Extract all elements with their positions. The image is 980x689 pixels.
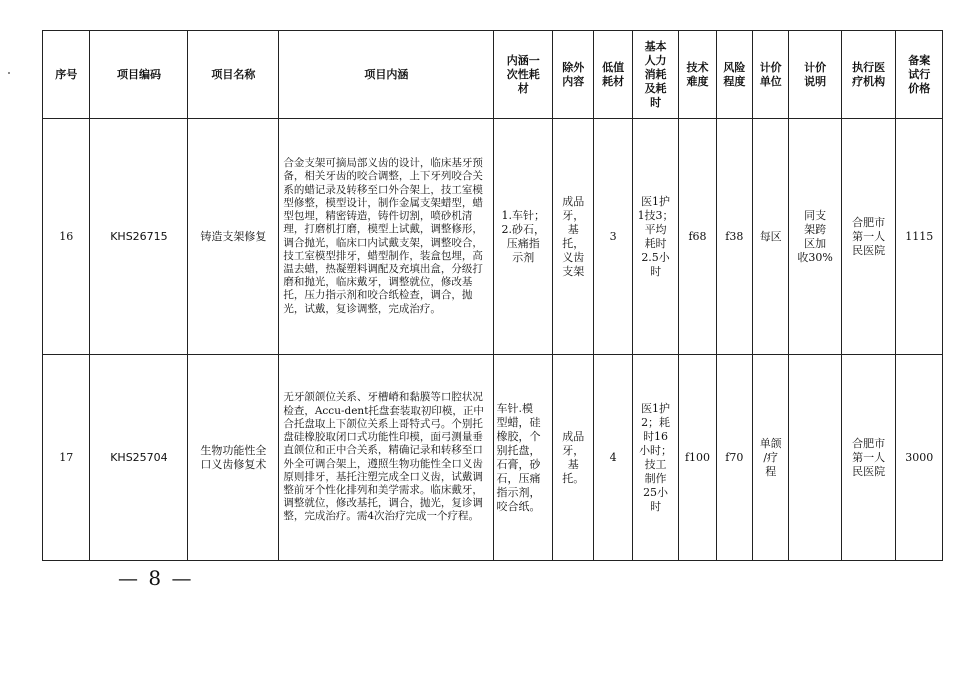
- cell-seq: 16: [43, 119, 90, 355]
- header-labor: 基本 人力 消耗 及耗 时: [632, 31, 678, 119]
- header-code: 项目编码: [90, 31, 188, 119]
- cell-code: KHS26715: [90, 119, 188, 355]
- header-consumable: 内涵一 次性耗 材: [494, 31, 553, 119]
- cell-note: [789, 355, 842, 561]
- cell-hospital: 合肥市 第一人 民医院: [841, 119, 896, 355]
- header-unit: 计价 单位: [753, 31, 789, 119]
- cell-consumable: 车针.模 型蜡，硅 橡胶，个 别托盘， 石膏，砂 石，压痛 指示剂， 咬合纸。: [494, 355, 553, 561]
- cell-low-value: 4: [594, 355, 632, 561]
- cell-note: 同支 架跨 区加 收30%: [789, 119, 842, 355]
- cell-price: 3000: [896, 355, 943, 561]
- header-seq: 序号: [43, 31, 90, 119]
- cell-difficulty: f100: [679, 355, 716, 561]
- header-row: [43, 31, 943, 119]
- page-number: — 8 —: [118, 566, 194, 590]
- header-content: 项目内涵: [279, 31, 494, 119]
- cell-labor: 医1护 1技3； 平均 耗时 2.5小 时: [632, 119, 678, 355]
- cell-labor: 医1护 2；耗 时16 小时； 技工 制作 25小 时: [632, 355, 678, 561]
- cell-content: 合金支架可摘局部义齿的设计，临床基牙预备，相关牙齿的咬合调整，上下牙列咬合关系的蜡记录及转移至口外合架上，技工室模型修整，模型设计，制作金属支架蜡型，蜡型包埋，精密铸造，铸件切割，喷砂机清理，打磨机打磨，模型上试戴，调整修形，调合抛光，临床口内试戴支架，调整咬合，技工室模型排牙，蜡型制作，装盒包埋，高温去蜡，热凝塑料调配及充填出盒，分级打磨和抛光，临床戴牙，调整就位，修改基托，压力指示剂和咬合纸检查，调合，抛光，试戴，复诊调整，完成治疗。: [279, 119, 494, 355]
- cell-excluded: 成品 牙， 基 托， 义齿 支架: [553, 119, 594, 355]
- cell-unit: 单颌 /疗 程: [753, 355, 789, 561]
- cell-risk: f38: [716, 119, 752, 355]
- header-low-value: 低值 耗材: [594, 31, 632, 119]
- cell-name: 生物功能性全 口义齿修复术: [188, 355, 279, 561]
- header-note: 计价 说明: [789, 31, 842, 119]
- cell-seq: 17: [43, 355, 90, 561]
- header-hospital: 执行医 疗机构: [841, 31, 896, 119]
- table-row: [43, 355, 943, 561]
- table-row: [43, 119, 943, 355]
- cell-excluded: 成品 牙， 基 托。: [553, 355, 594, 561]
- cell-unit: 每区: [753, 119, 789, 355]
- cell-difficulty: f68: [679, 119, 716, 355]
- pricing-table: [42, 30, 943, 561]
- header-difficulty: 技术 难度: [679, 31, 716, 119]
- cell-price: 1115: [896, 119, 943, 355]
- cell-risk: f70: [716, 355, 752, 561]
- cell-consumable: 1.车针； 2.砂石， 压痛指 示剂: [494, 119, 553, 355]
- header-name: 项目名称: [188, 31, 279, 119]
- header-excluded: 除外 内容: [553, 31, 594, 119]
- scan-speck: [8, 72, 10, 74]
- header-risk: 风险 程度: [716, 31, 752, 119]
- cell-name: 铸造支架修复: [188, 119, 279, 355]
- cell-content: 无牙颌颌位关系、牙槽嵴和黏膜等口腔状况检查，Accu-dent托盘套装取初印模，正中合托盘取上下颌位关系上哥特式弓。个别托盘硅橡胶取闭口式功能性印模，面弓测量垂直颌位和正中合关系，精确记录和转移至口外全可调合架上，遵照生物功能性全口义齿原则排牙，基托注塑完成全口义齿，试戴调整前牙个性化排列和美学需求。临床戴牙，调整就位，修改基托，调合，抛光，复诊调整，完成治疗。需4次治疗完成一个疗程。: [279, 355, 494, 561]
- cell-code: KHS25704: [90, 355, 188, 561]
- cell-low-value: 3: [594, 119, 632, 355]
- header-price: 备案 试行 价格: [896, 31, 943, 119]
- cell-hospital: 合肥市 第一人 民医院: [841, 355, 896, 561]
